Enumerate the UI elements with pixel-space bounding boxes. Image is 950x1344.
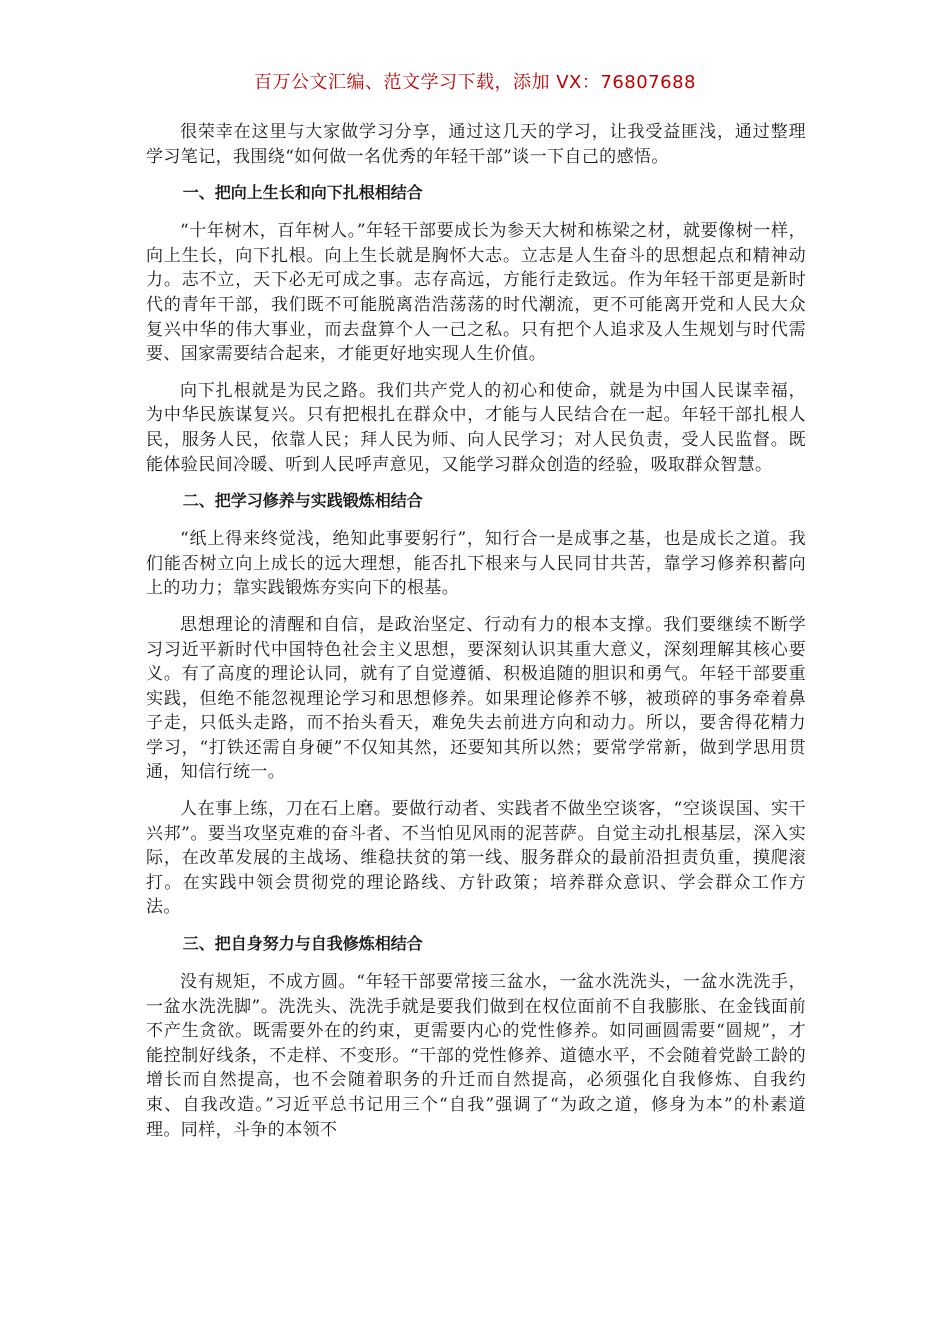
section-2-paragraph-3: 人在事上练，刀在石上磨。要做行动者、实践者不做坐空谈客，“空谈误国、实干兴邦”。要当攻坚克难的奋斗者、不当怕见风雨的泥菩萨。自觉主动扎根基层，深入实际，在改革发展的主战场、维稳扶贫的第一线、服务群众的最前沿担责负重，摸爬滚打。在实践中领会贯彻党的理论路线、方针政策；培养群众意识、学会群众工作方法。	[146, 799, 806, 918]
intro-paragraph: 很荣幸在这里与大家做学习分享，通过这几天的学习，让我受益匪浅，通过整理学习笔记，我围绕“如何做一名优秀的年轻干部”谈一下自己的感悟。	[146, 122, 806, 167]
section-2-paragraph-2: 思想理论的清醒和自信，是政治坚定、行动有力的根本支撑。我们要继续不断学习习近平新时代中国特色社会主义思想，要深刻认识其重大意义，深刻理解其核心要义。有了高度的理论认同，就有了自觉遵循、积极追随的胆识和勇气。年轻干部要重实践，但绝不能忽视理论学习和思想修养。如果理论修养不够，被琐碎的事务牵着鼻子走，只低头走路，而不抬头看天，难免失去前进方向和动力。所以，要舍得花精力学习，“打铁还需自身硬”不仅知其然，还要知其所以然；要常学常新，做到学思用贯通，知信行统一。	[146, 614, 806, 783]
document-body	[146, 120, 806, 1154]
section-1-paragraph-2: 向下扎根就是为民之路。我们共产党人的初心和使命，就是为中国人民谋幸福，为中华民族谋复兴。只有把根扎在群众中，才能与人民结合在一起。年轻干部扎根人民，服务人民，依靠人民；拜人民为师、向人民学习；对人民负责，受人民监督。既能体验民间冷暖、听到人民呼声意见，又能学习群众创造的经验，吸取群众智慧。	[146, 380, 806, 475]
section-1-heading: 一、把向上生长和向下扎根相结合	[182, 183, 423, 203]
header-banner: 百万公文汇编、范文学习下载，添加 VX：76807688	[254, 72, 696, 93]
section-2-heading: 二、把学习修养与实践锻炼相结合	[182, 491, 423, 511]
section-1-paragraph-1: “十年树木，百年树人。”年轻干部要成长为参天大树和栋梁之材，就要像树一样，向上生长，向下扎根。向上生长就是胸怀大志。立志是人生奋斗的思想起点和精神动力。志不立，天下必无可成之事。志存高远，方能行走致远。作为年轻干部更是新时代的青年干部，我们既不可能脱离浩浩荡荡的时代潮流，更不可能离开党和人民大众复兴中华的伟大事业，而去盘算个人一己之私。只有把个人追求及人生规划与时代需要、国家需要结合起来，才能更好地实现人生价值。	[146, 221, 806, 365]
section-3-paragraph-1: 没有规矩，不成方圆。“年轻干部要常接三盆水，一盆水洗洗头，一盆水洗洗手，一盆水洗洗脚”。洗洗头、洗洗手就是要我们做到在权位面前不自我膨胀、在金钱面前不产生贪欲。既需要外在的约束，更需要内心的党性修养。如同画圆需要“圆规”，才能控制好线条，不走样、不变形。“干部的党性修养、道德水平，不会随着党龄工龄的增长而自然提高，也不会随着职务的升迁而自然提高，必须强化自我修炼、自我约束、自我改造。”习近平总书记用三个“自我”强调了“为政之道，修身为本”的朴素道理。同样，斗争的本领不	[146, 972, 806, 1140]
section-3-heading: 三、把自身努力与自我修炼相结合	[182, 934, 423, 954]
section-2-paragraph-1: “纸上得来终觉浅，绝知此事要躬行”，知行合一是成事之基，也是成长之道。我们能否树立向上成长的远大理想，能否扎下根来与人民同甘共苦，靠学习修养积蓄向上的功力；靠实践锻炼夯实向下的根基。	[146, 529, 806, 599]
